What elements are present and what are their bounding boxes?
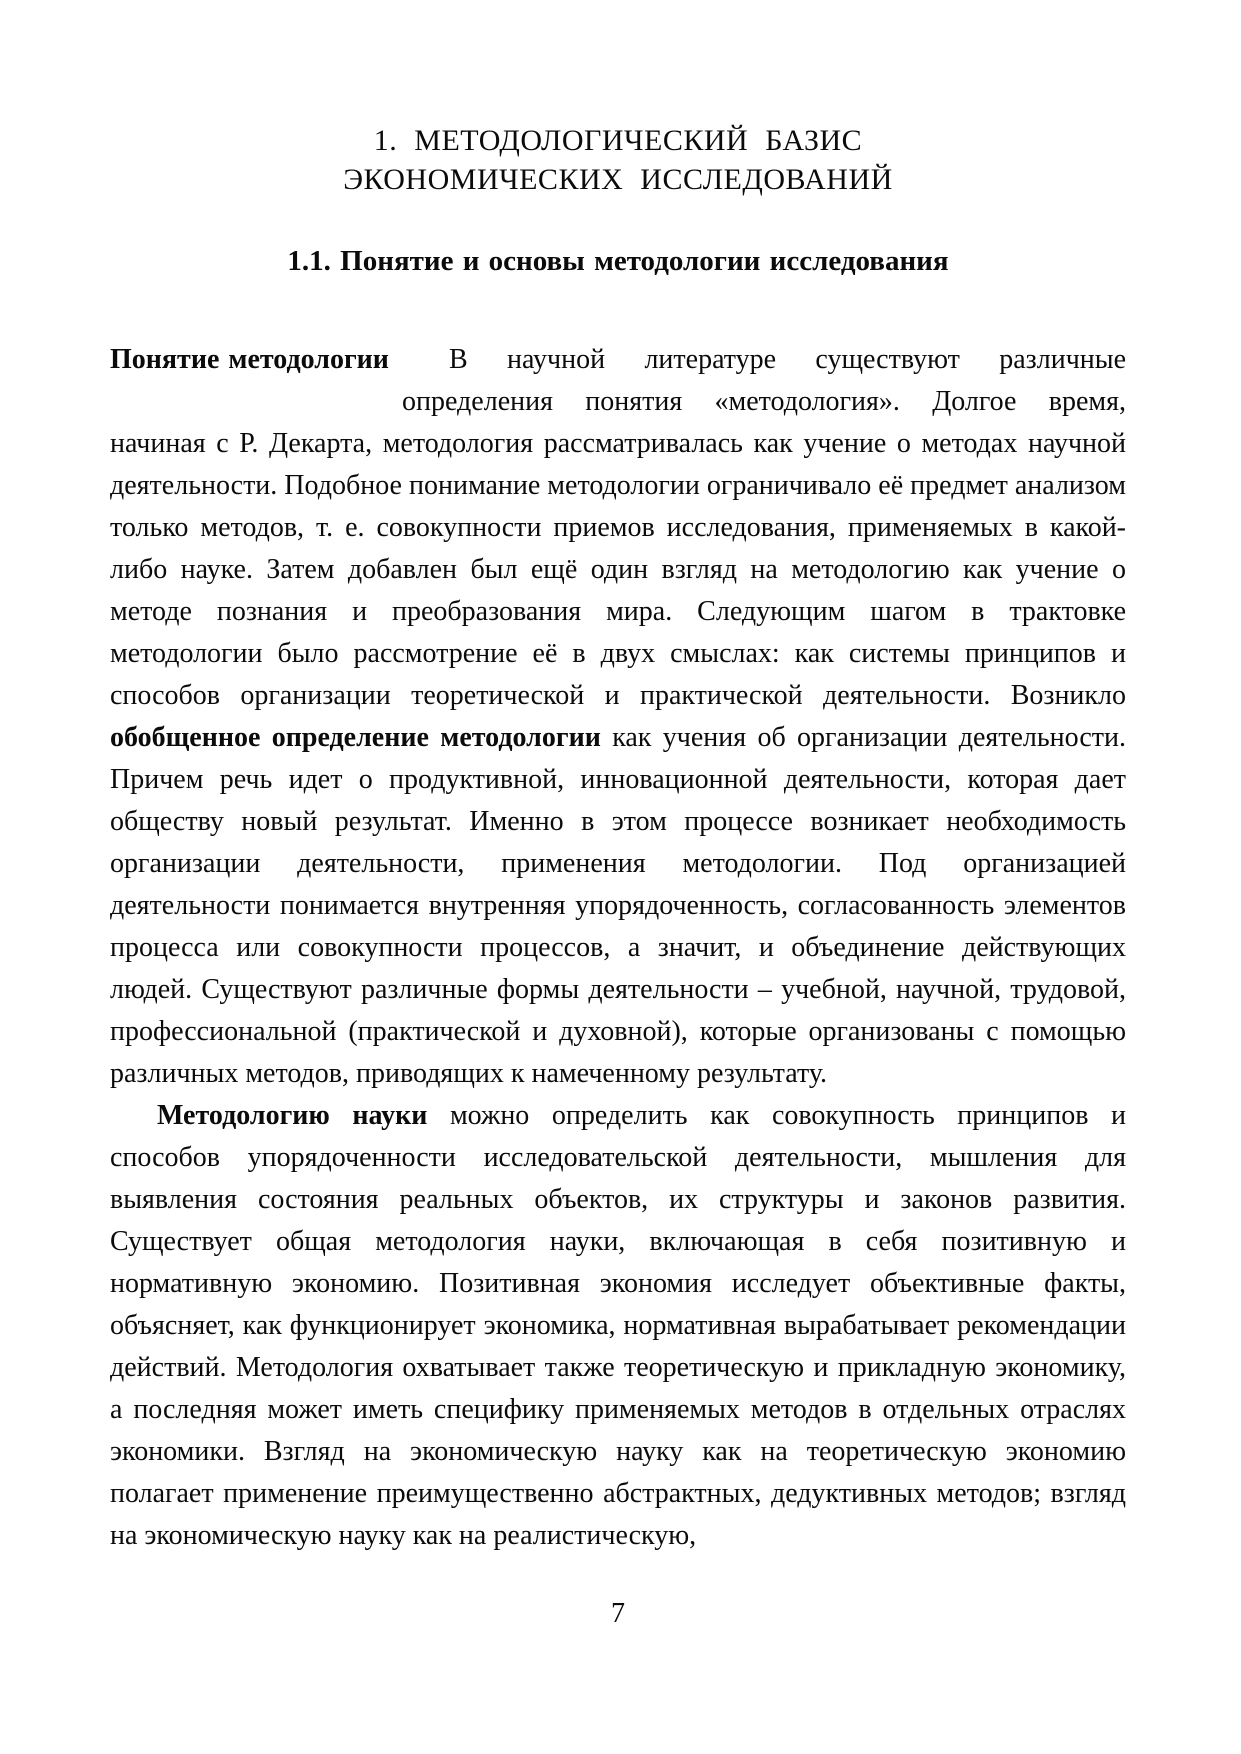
section-heading: 1.1. Понятие и основы методологии исследования (287, 245, 949, 277)
bold-text-run: Методологию науки (157, 1100, 428, 1131)
body-text (110, 339, 1126, 1557)
paragraph-2-text (110, 1100, 1126, 1551)
bold-text-run: обобщенное определение методологии (110, 722, 601, 753)
chapter-title (110, 121, 1126, 199)
paragraph-1 (110, 339, 1126, 1095)
text-run: можно определить как совокупность принципов и способов упорядоченности исследовательской деятельности, мышления для выявления состояния реальных объектов, их структуры и законов развития. Существует общая методология науки, включающая в себя позитивную и нормативную экономию. Позитивная экономия исследует объективные факты, объясняет, как функционирует экономика, нормативная вырабатывает рекомендации действий. Методология охватывает также теоретическую и прикладную экономику, а последняя может иметь специфику применяемых методов в отдельных отраслях экономики. Взгляд на экономическую науку как на теоретическую экономию полагает применение преимущественно абстрактных, дедуктивных методов; взгляд на экономическую науку как на реалистическую, (110, 1100, 1126, 1551)
margin-heading: Понятие методологии (110, 344, 389, 375)
page-number: 7 (611, 1598, 625, 1629)
paragraph-1-text (110, 344, 1126, 1089)
chapter-title-line2: ЭКОНОМИЧЕСКИХ ИССЛЕДОВАНИЙ (343, 163, 893, 196)
paragraph-2 (110, 1095, 1126, 1557)
chapter-title-line1: 1. МЕТОДОЛОГИЧЕСКИЙ БАЗИС (373, 124, 863, 157)
text-run: В научной литературе существуют различные определения понятия «методология». Долгое время, начиная с Р. Декарта, методология рассматривалась как учение о методах научной деятельности. Подобное понимание методологии ограничивало её предмет анализом только методов, т. е. совокупности приемов исследования, применяемых в какой-либо науке. Затем добавлен был ещё один взгляд на методологию как учение о методе познания и преобразования мира. Следующим шагом в трактовке методологии было рассмотрение её в двух смыслах: как системы принципов и способов организации теоретической и практической деятельности. Возникло (110, 344, 1126, 711)
text-run: как учения об организации деятельности. Причем речь идет о продуктивной, инновационной деятельности, которая дает обществу новый результат. Именно в этом процессе возникает необходимость организации деятельности, применения методологии. Под организацией деятельности понимается внутренняя упорядоченность, согласованность элементов процесса или совокупности процессов, а значит, и объединение действующих людей. Существуют различные формы деятельности – учебной, научной, трудовой, профессиональной (практической и духовной), которые организованы с помощью различных методов, приводящих к намеченному результату. (110, 722, 1126, 1089)
